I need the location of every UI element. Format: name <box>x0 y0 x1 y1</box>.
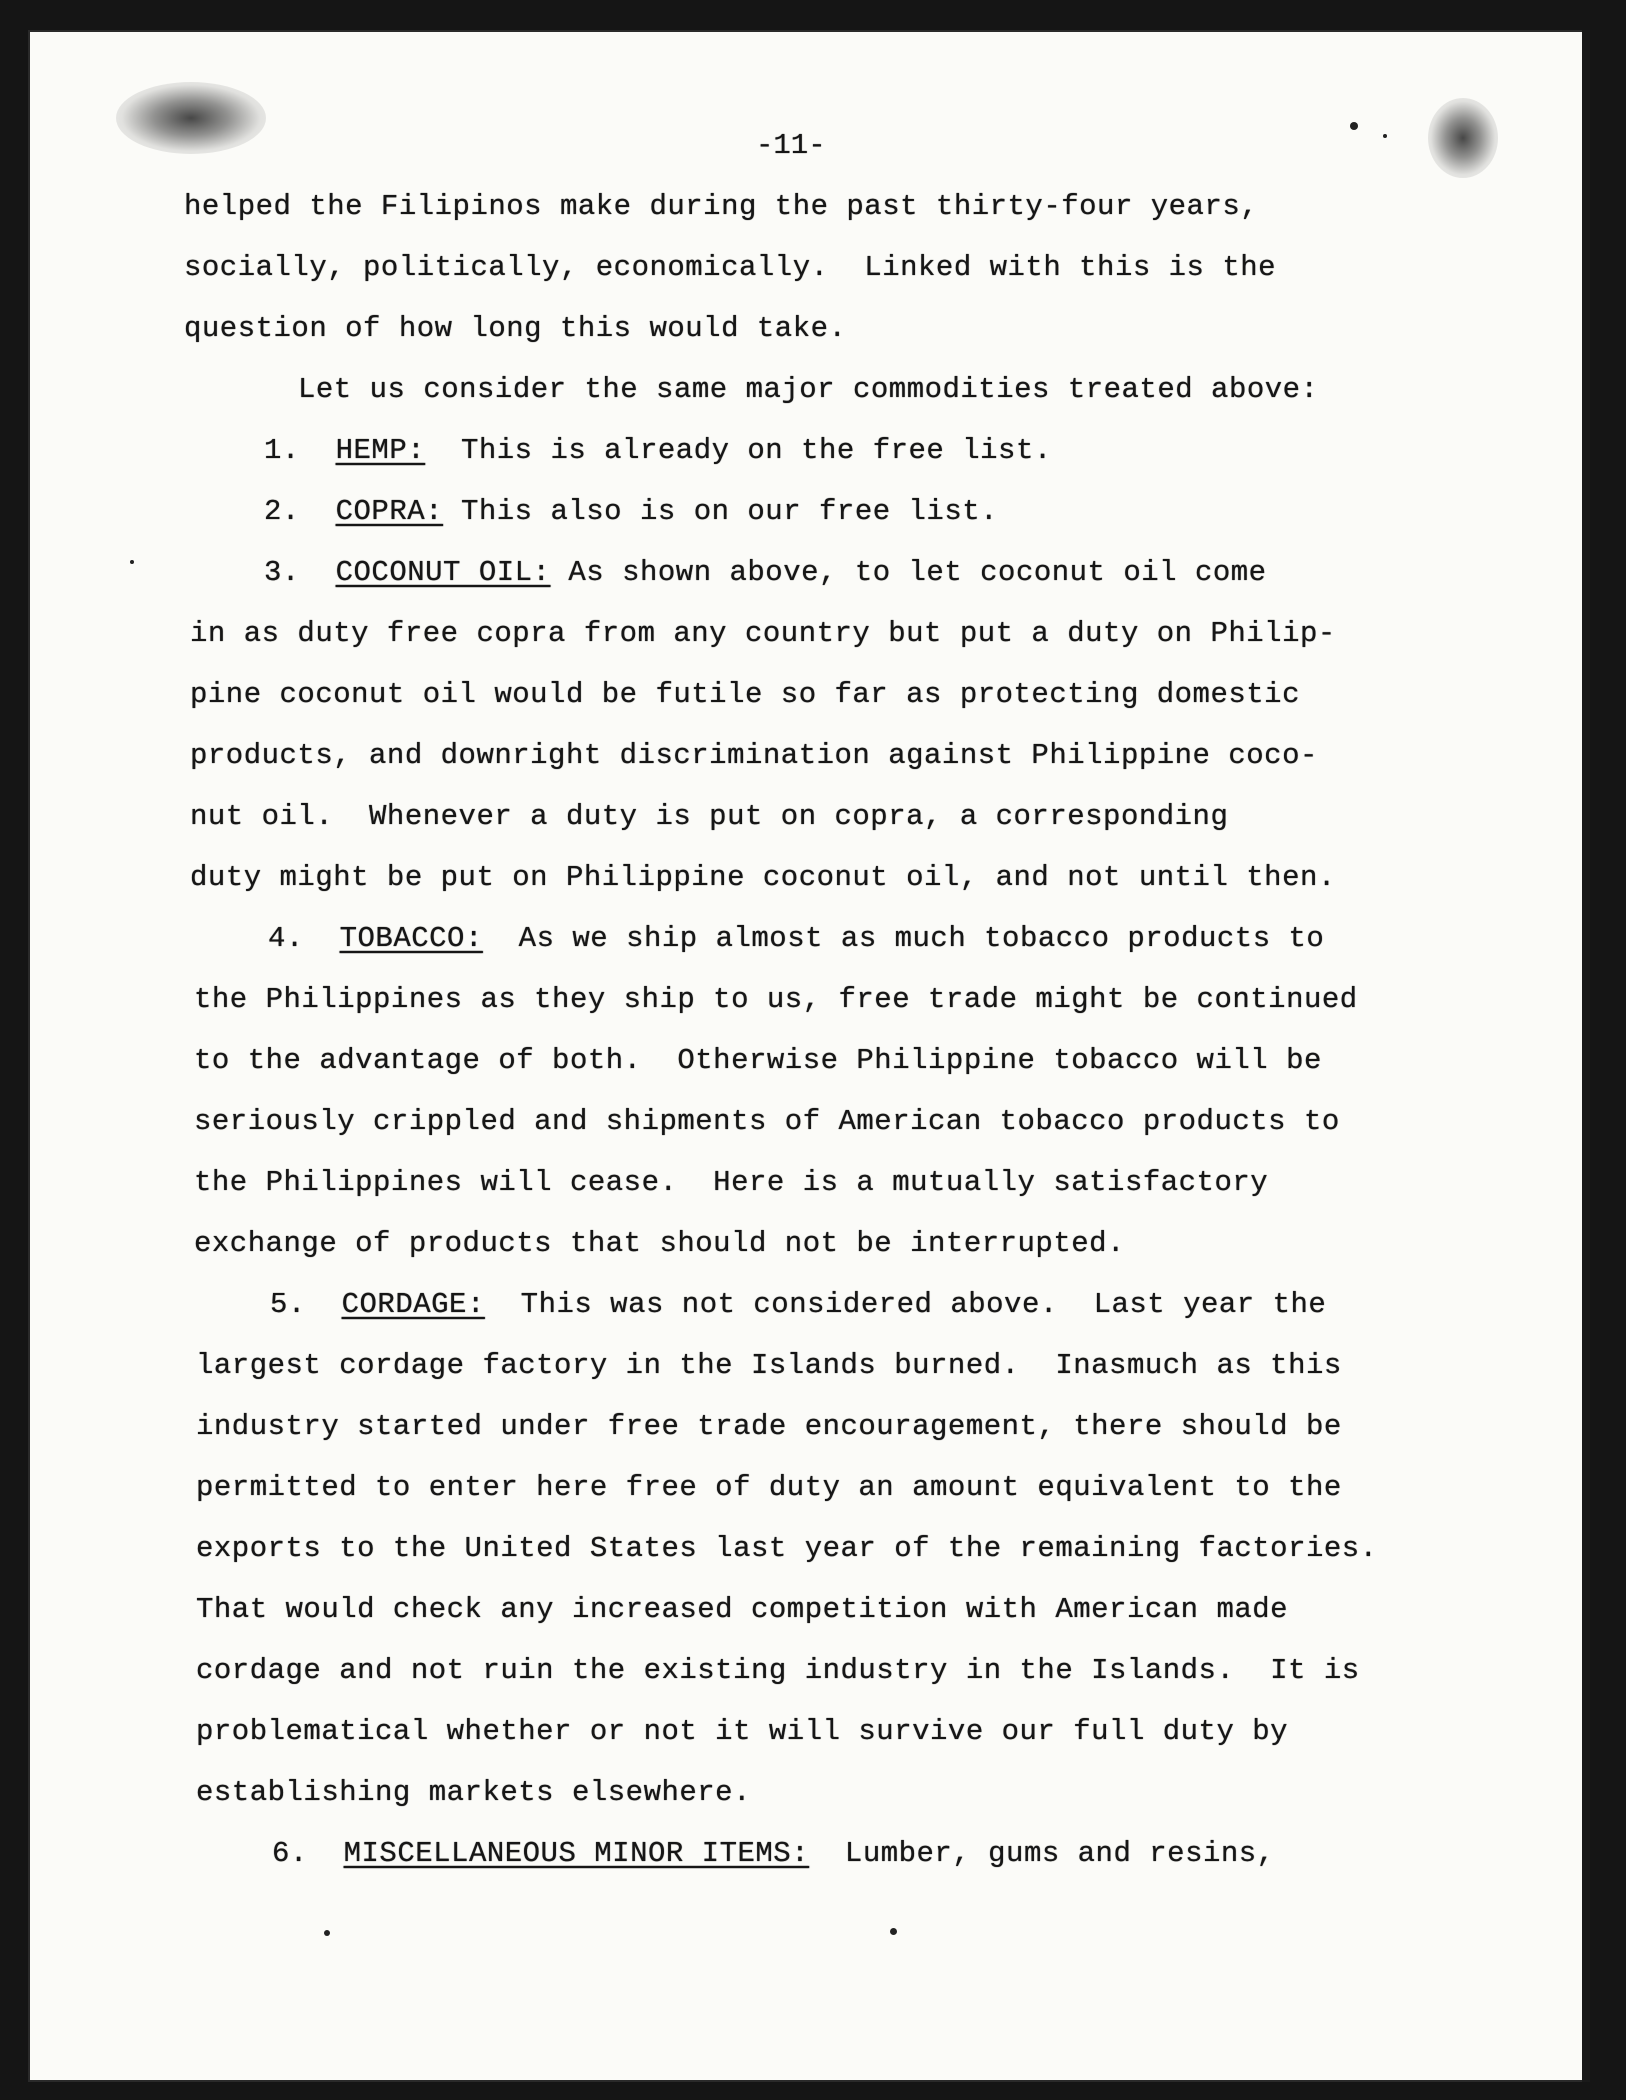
lead-in-line: Let us consider the same major commodities treated above: <box>298 373 1319 406</box>
body-line: to the advantage of both. Otherwise Philippine tobacco will be <box>194 1044 1322 1077</box>
item-number: 2. <box>264 495 300 528</box>
body-line: largest cordage factory in the Islands burned. Inasmuch as this <box>196 1349 1342 1382</box>
item-number: 6. <box>272 1837 308 1870</box>
body-line: exports to the United States last year of the remaining factories. <box>196 1532 1378 1565</box>
item-number: 5. <box>270 1288 306 1321</box>
item-text: Lumber, gums and resins, <box>844 1837 1275 1870</box>
body-line: That would check any increased competition with American made <box>196 1593 1289 1626</box>
item-text: As we ship almost as much tobacco products to <box>518 922 1325 955</box>
item-text: This also is on our free list. <box>460 495 999 528</box>
body-line: problematical whether or not it will survive our full duty by <box>196 1715 1289 1748</box>
body-line: nut oil. Whenever a duty is put on copra, a corresponding <box>190 800 1229 833</box>
item-heading: TOBACCO: <box>339 922 483 955</box>
item-text: This is already on the free list. <box>460 434 1052 467</box>
list-item-coconut-oil <box>264 556 1267 589</box>
body-line: exchange of products that should not be interrupted. <box>194 1227 1125 1260</box>
list-item-tobacco <box>268 922 1324 955</box>
ink-speck <box>890 1928 897 1935</box>
list-item-cordage <box>270 1288 1326 1321</box>
body-line: the Philippines will cease. Here is a mutually satisfactory <box>194 1166 1269 1199</box>
ink-speck <box>1383 134 1387 138</box>
item-heading: COPRA: <box>335 495 444 528</box>
item-text: As shown above, to let coconut oil come <box>568 556 1267 589</box>
ink-speck <box>324 1930 330 1936</box>
punch-hole-right <box>1428 98 1498 178</box>
list-item-hemp <box>264 434 1052 467</box>
item-text: This was not considered above. Last year the <box>520 1288 1327 1321</box>
body-line: seriously crippled and shipments of American tobacco products to <box>194 1105 1340 1138</box>
ink-speck <box>1350 122 1358 130</box>
intro-line: helped the Filipinos make during the past thirty-four years, <box>184 190 1259 223</box>
body-line: in as duty free copra from any country but put a duty on Philip- <box>190 617 1336 650</box>
body-line: duty might be put on Philippine coconut oil, and not until then. <box>190 861 1336 894</box>
page-edge-shadow <box>1582 30 1590 2082</box>
document-page <box>28 30 1590 2082</box>
body-line: permitted to enter here free of duty an amount equivalent to the <box>196 1471 1342 1504</box>
body-line: pine coconut oil would be futile so far as protecting domestic <box>190 678 1300 711</box>
list-item-copra <box>264 495 998 528</box>
punch-hole-left <box>116 82 266 154</box>
body-line: industry started under free trade encouragement, there should be <box>196 1410 1342 1443</box>
ink-speck <box>130 560 134 564</box>
body-line: cordage and not ruin the existing industry in the Islands. It is <box>196 1654 1360 1687</box>
page-number: -11- <box>756 129 826 162</box>
item-heading: COCONUT OIL: <box>335 556 551 589</box>
body-line: products, and downright discrimination against Philippine coco- <box>190 739 1318 772</box>
item-number: 4. <box>268 922 304 955</box>
body-line: establishing markets elsewhere. <box>196 1776 751 1809</box>
body-line: the Philippines as they ship to us, free trade might be continued <box>194 983 1358 1016</box>
intro-line: socially, politically, economically. Linked with this is the <box>184 251 1277 284</box>
item-heading: MISCELLANEOUS MINOR ITEMS: <box>343 1837 810 1870</box>
list-item-miscellaneous <box>272 1837 1275 1870</box>
item-heading: HEMP: <box>335 434 426 467</box>
item-number: 3. <box>264 556 300 589</box>
item-number: 1. <box>264 434 300 467</box>
item-heading: CORDAGE: <box>341 1288 485 1321</box>
intro-line: question of how long this would take. <box>184 312 847 345</box>
